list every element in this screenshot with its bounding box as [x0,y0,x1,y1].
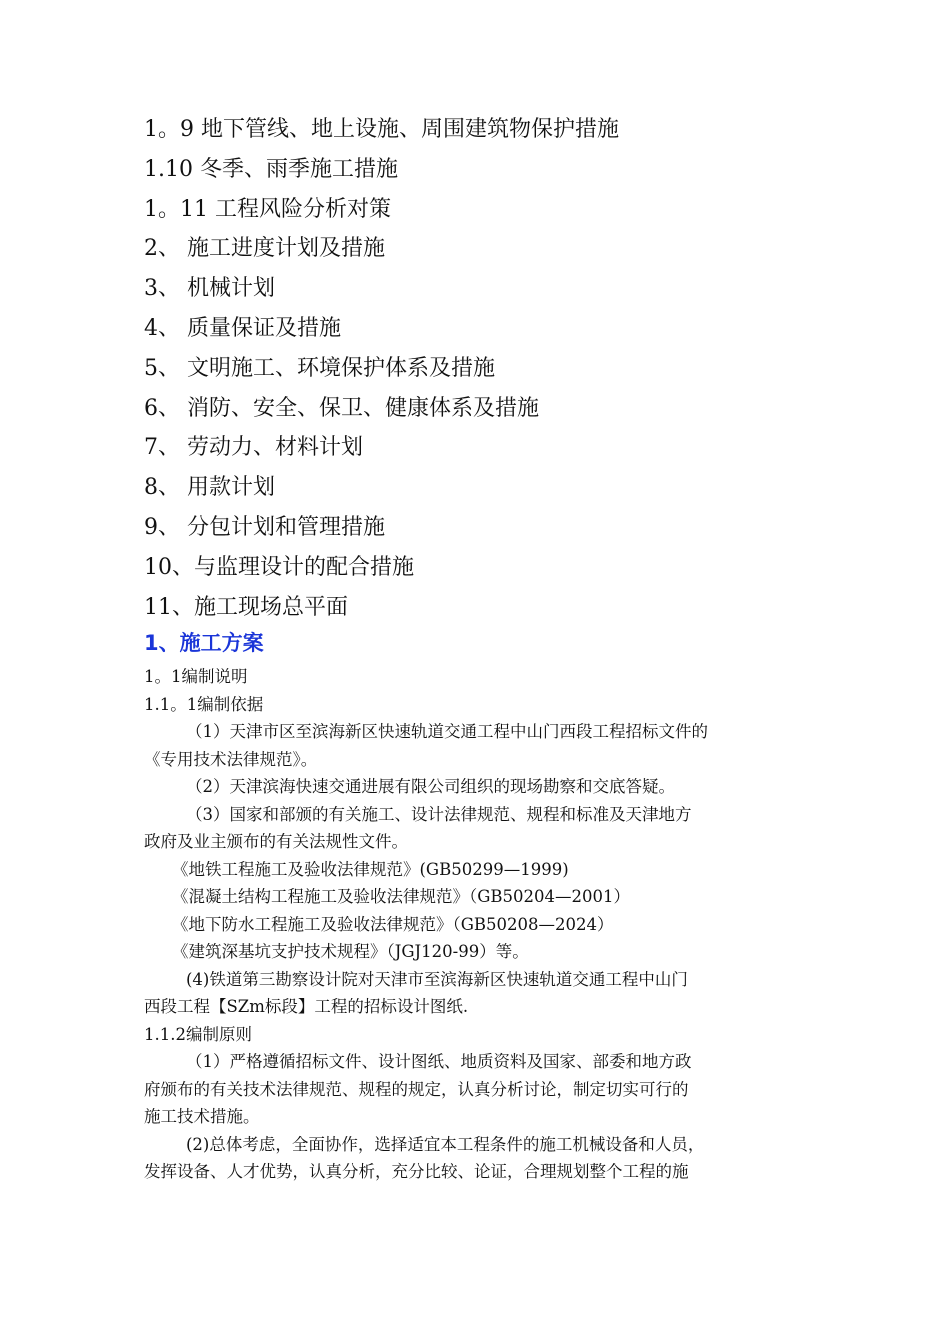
toc-item: 6、 消防、安全、保卫、健康体系及措施 [144,395,539,421]
standard-reference: 《地铁工程施工及验收法律规范》(GB50299—1999) [172,859,569,879]
standard-reference: 《混凝土结构工程施工及验收法律规范》（GB50204—2001） [172,887,631,906]
paragraph-line: （1）天津市区至滨海新区快速轨道交通工程中山门西段工程招标文件的 [186,722,708,741]
paragraph-line: (2)总体考虑，全面协作，选择适宜本工程条件的施工机械设备和人员， [186,1134,705,1154]
paragraph-line: 政府及业主颁布的有关法规性文件。 [144,832,408,851]
paragraph-line: 府颁布的有关技术法律规范、规程的规定，认真分析讨论，制定切实可行的 [144,1079,689,1099]
paragraph-line: 《专用技术法律规范》。 [144,749,318,769]
section-heading: 1、施工方案 [144,631,264,655]
toc-item: 2、 施工进度计划及措施 [144,236,385,262]
subsection-heading: 1.1。1编制依据 [144,694,264,714]
paragraph-line: （1）严格遵循招标文件、设计图纸、地质资料及国家、部委和地方政 [186,1052,692,1071]
toc-item: 10、与监理设计的配合措施 [144,554,414,580]
subsection-heading: 1。1编制说明 [144,667,248,686]
paragraph-line: （2）天津滨海快速交通进展有限公司组织的现场勘察和交底答疑。 [186,777,675,796]
toc-item: 11、施工现场总平面 [144,594,348,620]
standard-reference: 《地下防水工程施工及验收法律规范》（GB50208—2024） [172,914,614,934]
standard-reference: 《建筑深基坑支护技术规程》（JGJ120-99）等。 [172,942,529,961]
document-body [144,663,809,1186]
toc-item: 1。11 工程风险分析对策 [144,196,391,222]
toc-item: 8、 用款计划 [144,475,275,501]
toc-item: 1。9 地下管线、地上设施、周围建筑物保护措施 [144,117,619,142]
paragraph-line: 西段工程【SZm标段】工程的招标设计图纸. [144,997,469,1016]
subsection-heading: 1.1.2编制原则 [144,1024,252,1044]
paragraph-line: (4)铁道第三勘察设计院对天津市至滨海新区快速轨道交通工程中山门 [186,969,688,989]
toc-item: 3、 机械计划 [144,276,275,302]
paragraph-line: 施工技术措施。 [144,1107,260,1126]
toc-item: 7、 劳动力、材料计划 [144,435,363,461]
toc-item: 9、 分包计划和管理措施 [144,514,385,540]
toc-item: 5、 文明施工、环境保护体系及措施 [144,355,495,381]
paragraph-line: 发挥设备、人才优势，认真分析，充分比较、论证，合理规划整个工程的施 [144,1162,689,1181]
toc-item: 1.10 冬季、雨季施工措施 [144,156,398,182]
table-of-contents [144,110,844,627]
toc-item: 4、 质量保证及措施 [144,315,341,341]
paragraph-line: （3）国家和部颁的有关施工、设计法律规范、规程和标准及天津地方 [186,804,692,824]
